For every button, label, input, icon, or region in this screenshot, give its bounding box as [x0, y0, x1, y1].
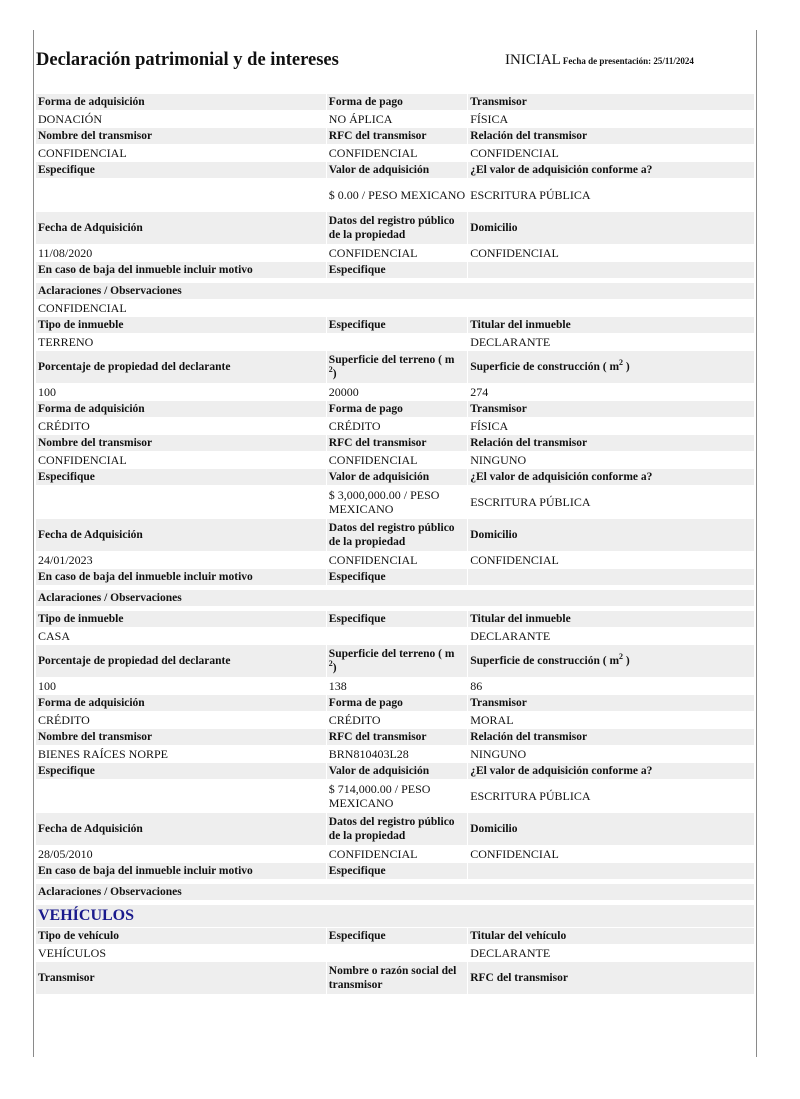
value-datos-registro: CONFIDENCIAL	[327, 245, 467, 261]
label-forma-pago: Forma de pago	[327, 401, 467, 417]
label-row	[36, 863, 754, 879]
label-especifique: Especifique	[327, 262, 467, 278]
label-row	[36, 519, 754, 551]
label-aclaraciones: Aclaraciones / Observaciones	[36, 884, 754, 900]
label-valor-adquisicion: Valor de adquisición	[327, 469, 467, 485]
label-datos-registro: Datos del registro público de la propiedad	[327, 212, 467, 244]
label-row	[36, 729, 754, 745]
label-valor-conforme: ¿El valor de adquisición conforme a?	[468, 469, 754, 485]
label-aclaraciones: Aclaraciones / Observaciones	[36, 283, 754, 299]
value-domicilio: CONFIDENCIAL	[468, 245, 754, 261]
label-row	[36, 283, 754, 299]
label-especifique: Especifique	[36, 763, 326, 779]
value-valor-conforme: ESCRITURA PÚBLICA	[468, 486, 754, 518]
label-baja-motivo: En caso de baja del inmueble incluir motivo	[36, 262, 326, 278]
label-especifique: Especifique	[327, 611, 467, 627]
value-especifique	[327, 628, 467, 644]
value-valor-adquisicion: $ 714,000.00 / PESO MEXICANO	[327, 780, 467, 812]
label-nombre-transmisor: Nombre del transmisor	[36, 128, 326, 144]
label-forma-adquisicion: Forma de adquisición	[36, 401, 326, 417]
label-relacion-transmisor: Relación del transmisor	[468, 729, 754, 745]
value-nombre-transmisor: BIENES RAÍCES NORPE	[36, 746, 326, 762]
value-relacion-transmisor: CONFIDENCIAL	[468, 145, 754, 161]
value-row	[36, 628, 754, 644]
value-superficie-terreno: 138	[327, 678, 467, 694]
label-superficie-construccion: Superficie de construcción ( $m^2$ )	[468, 351, 754, 383]
value-valor-adquisicion: $ 3,000,000.00 / PESO MEXICANO	[327, 486, 467, 518]
label-baja-motivo: En caso de baja del inmueble incluir motivo	[36, 569, 326, 585]
value-datos-registro: CONFIDENCIAL	[327, 846, 467, 862]
value-row	[36, 846, 754, 862]
label-row	[36, 212, 754, 244]
declaration-status	[505, 52, 694, 69]
label-forma-adquisicion: Forma de adquisición	[36, 94, 326, 110]
value-forma-adquisicion: CRÉDITO	[36, 712, 326, 728]
value-row	[36, 552, 754, 568]
value-row	[36, 746, 754, 762]
value-titular-vehiculo: DECLARANTE	[468, 945, 754, 961]
value-superficie-construccion: 86	[468, 678, 754, 694]
label-relacion-transmisor: Relación del transmisor	[468, 435, 754, 451]
value-row	[36, 712, 754, 728]
label-domicilio: Domicilio	[468, 813, 754, 845]
label-row	[36, 162, 754, 178]
value-transmisor: MORAL	[468, 712, 754, 728]
label-row	[36, 569, 754, 585]
value-domicilio: CONFIDENCIAL	[468, 552, 754, 568]
value-row	[36, 300, 754, 316]
value-porcentaje: 100	[36, 678, 326, 694]
label-fecha-adquisicion: Fecha de Adquisición	[36, 212, 326, 244]
value-row	[36, 245, 754, 261]
value-nombre-transmisor: CONFIDENCIAL	[36, 452, 326, 468]
value-forma-pago: CRÉDITO	[327, 418, 467, 434]
label-especifique: Especifique	[36, 162, 326, 178]
value-superficie-construccion: 274	[468, 384, 754, 400]
label-row	[36, 262, 754, 278]
value-row	[36, 418, 754, 434]
value-relacion-transmisor: NINGUNO	[468, 746, 754, 762]
label-tipo-inmueble: Tipo de inmueble	[36, 317, 326, 333]
label-forma-pago: Forma de pago	[327, 695, 467, 711]
value-rfc-transmisor: CONFIDENCIAL	[327, 452, 467, 468]
value-fecha-adquisicion: 11/08/2020	[36, 245, 326, 261]
label-superficie-terreno: Superficie del terreno ( m $^2$)	[327, 351, 467, 383]
label-fecha-adquisicion: Fecha de Adquisición	[36, 519, 326, 551]
label-superficie-terreno: Superficie del terreno ( m $^2$)	[327, 645, 467, 677]
label-datos-registro: Datos del registro público de la propiedad	[327, 519, 467, 551]
value-row	[36, 780, 754, 812]
value-transmisor: FÍSICA	[468, 111, 754, 127]
label-rfc-transmisor: RFC del transmisor	[468, 962, 754, 994]
value-especifique	[36, 780, 326, 812]
value-row	[36, 945, 754, 961]
label-transmisor: Transmisor	[36, 962, 326, 994]
label-especifique: Especifique	[327, 317, 467, 333]
value-superficie-terreno: 20000	[327, 384, 467, 400]
section-title-vehiculos: VEHÍCULOS	[36, 905, 754, 927]
value-forma-pago: CRÉDITO	[327, 712, 467, 728]
label-row	[36, 884, 754, 900]
value-especifique	[327, 334, 467, 350]
label-titular-vehiculo: Titular del vehículo	[468, 928, 754, 944]
label-valor-adquisicion: Valor de adquisición	[327, 763, 467, 779]
declaration-type: INICIAL	[505, 52, 561, 68]
label-tipo-inmueble: Tipo de inmueble	[36, 611, 326, 627]
value-titular-inmueble: DECLARANTE	[468, 334, 754, 350]
value-row	[36, 384, 754, 400]
section-header-row	[36, 905, 754, 927]
label-especifique: Especifique	[327, 928, 467, 944]
value-row	[36, 179, 754, 211]
value-tipo-inmueble: CASA	[36, 628, 326, 644]
label-nombre-transmisor: Nombre del transmisor	[36, 435, 326, 451]
value-transmisor: FÍSICA	[468, 418, 754, 434]
label-especifique: Especifique	[327, 569, 467, 585]
label-row	[36, 590, 754, 606]
label-nombre-transmisor: Nombre del transmisor	[36, 729, 326, 745]
label-porcentaje: Porcentaje de propiedad del declarante	[36, 645, 326, 677]
value-rfc-transmisor: CONFIDENCIAL	[327, 145, 467, 161]
value-row	[36, 334, 754, 350]
label-row	[36, 351, 754, 383]
label-row	[36, 469, 754, 485]
label-datos-registro: Datos del registro público de la propiedad	[327, 813, 467, 845]
submission-date: Fecha de presentación: 25/11/2024	[562, 56, 694, 66]
label-forma-adquisicion: Forma de adquisición	[36, 695, 326, 711]
label-row	[36, 611, 754, 627]
label-row	[36, 94, 754, 110]
label-row	[36, 645, 754, 677]
value-tipo-vehiculo: VEHÍCULOS	[36, 945, 326, 961]
label-row	[36, 763, 754, 779]
label-row	[36, 317, 754, 333]
label-rfc-transmisor: RFC del transmisor	[327, 435, 467, 451]
declaration-table	[35, 93, 755, 995]
document-header	[36, 50, 756, 76]
label-forma-pago: Forma de pago	[327, 94, 467, 110]
value-fecha-adquisicion: 28/05/2010	[36, 846, 326, 862]
value-nombre-transmisor: CONFIDENCIAL	[36, 145, 326, 161]
value-fecha-adquisicion: 24/01/2023	[36, 552, 326, 568]
label-superficie-construccion: Superficie de construcción ( $m^2$ )	[468, 645, 754, 677]
value-domicilio: CONFIDENCIAL	[468, 846, 754, 862]
value-forma-adquisicion: DONACIÓN	[36, 111, 326, 127]
value-row	[36, 678, 754, 694]
label-transmisor: Transmisor	[468, 94, 754, 110]
label-row	[36, 695, 754, 711]
value-titular-inmueble: DECLARANTE	[468, 628, 754, 644]
value-aclaraciones: CONFIDENCIAL	[36, 300, 754, 316]
label-baja-motivo: En caso de baja del inmueble incluir motivo	[36, 863, 326, 879]
label-row	[36, 128, 754, 144]
label-valor-conforme: ¿El valor de adquisición conforme a?	[468, 162, 754, 178]
label-valor-conforme: ¿El valor de adquisición conforme a?	[468, 763, 754, 779]
label-relacion-transmisor: Relación del transmisor	[468, 128, 754, 144]
label-transmisor: Transmisor	[468, 695, 754, 711]
label-domicilio: Domicilio	[468, 212, 754, 244]
value-datos-registro: CONFIDENCIAL	[327, 552, 467, 568]
label-row	[36, 435, 754, 451]
label-rfc-transmisor: RFC del transmisor	[327, 729, 467, 745]
page-title: Declaración patrimonial y de intereses	[36, 50, 339, 70]
value-rfc-transmisor: BRN810403L28	[327, 746, 467, 762]
label-transmisor: Transmisor	[468, 401, 754, 417]
label-aclaraciones: Aclaraciones / Observaciones	[36, 590, 754, 606]
label-especifique: Especifique	[327, 863, 467, 879]
label-fecha-adquisicion: Fecha de Adquisición	[36, 813, 326, 845]
label-row	[36, 813, 754, 845]
value-row	[36, 486, 754, 518]
value-forma-adquisicion: CRÉDITO	[36, 418, 326, 434]
value-valor-conforme: ESCRITURA PÚBLICA	[468, 179, 754, 211]
label-row	[36, 401, 754, 417]
value-especifique	[36, 486, 326, 518]
value-row	[36, 111, 754, 127]
value-especifique	[36, 179, 326, 211]
label-titular-inmueble: Titular del inmueble	[468, 317, 754, 333]
label-row	[36, 928, 754, 944]
value-valor-conforme: ESCRITURA PÚBLICA	[468, 780, 754, 812]
label-tipo-vehiculo: Tipo de vehículo	[36, 928, 326, 944]
value-forma-pago: NO ÁPLICA	[327, 111, 467, 127]
value-tipo-inmueble: TERRENO	[36, 334, 326, 350]
value-valor-adquisicion: $ 0.00 / PESO MEXICANO	[327, 179, 467, 211]
value-row	[36, 452, 754, 468]
label-valor-adquisicion: Valor de adquisición	[327, 162, 467, 178]
value-row	[36, 145, 754, 161]
label-titular-inmueble: Titular del inmueble	[468, 611, 754, 627]
value-especifique	[327, 945, 467, 961]
value-porcentaje: 100	[36, 384, 326, 400]
value-relacion-transmisor: NINGUNO	[468, 452, 754, 468]
label-domicilio: Domicilio	[468, 519, 754, 551]
label-nombre-razon-social: Nombre o razón social del transmisor	[327, 962, 467, 994]
label-rfc-transmisor: RFC del transmisor	[327, 128, 467, 144]
label-especifique: Especifique	[36, 469, 326, 485]
label-row	[36, 962, 754, 994]
label-porcentaje: Porcentaje de propiedad del declarante	[36, 351, 326, 383]
